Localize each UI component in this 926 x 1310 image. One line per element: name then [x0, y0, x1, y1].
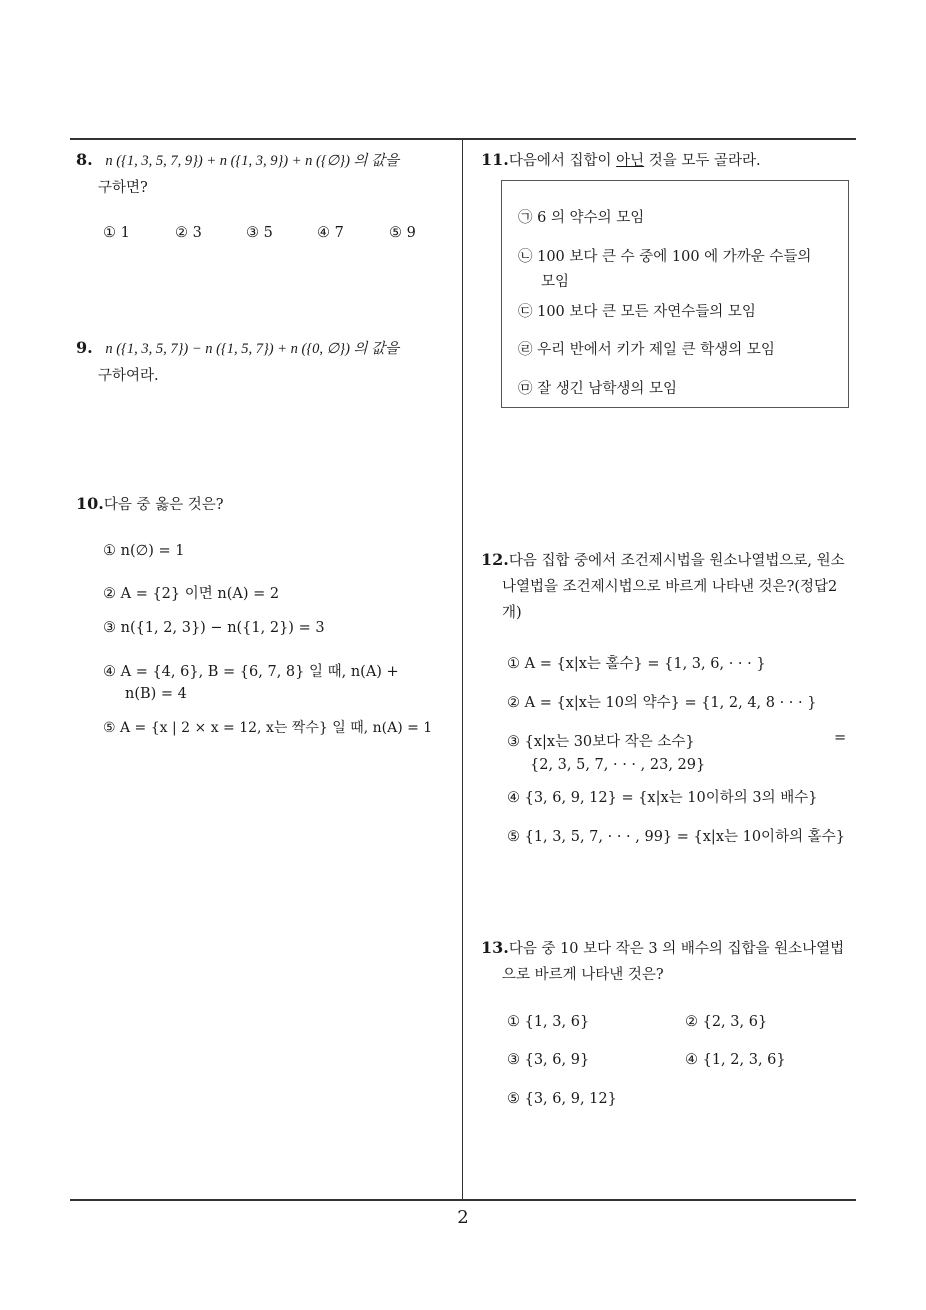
question-text: 구하면? [98, 180, 148, 196]
question-text: 다음 중 10 보다 작은 3 의 배수의 집합을 원소나열법 [508, 941, 845, 957]
choice-4-cont: n(B) = 4 [125, 686, 187, 702]
choice-1[interactable]: ① n(∅) = 1 [103, 543, 185, 559]
choice-1[interactable]: ① A = {x|x는 홀수} = {1, 3, 6, · · · } [507, 656, 766, 672]
choice-4[interactable]: ④ 7 [317, 225, 344, 241]
equals-sign: = [834, 730, 847, 746]
choice-5[interactable]: ⑤ {3, 6, 9, 12} [507, 1091, 617, 1107]
column-divider [462, 139, 463, 1201]
question-number: 8. [76, 150, 93, 169]
choice-1[interactable]: ① 1 [103, 225, 130, 241]
choice-2[interactable]: ② A = {2} 이면 n(A) = 2 [103, 586, 280, 602]
choice-5[interactable]: ⑤ {1, 3, 5, 7, · · · , 99} = {x|x는 10이하의 홀수} [507, 829, 845, 845]
page-number: 2 [457, 1207, 469, 1228]
question-text: 다음에서 집합이 [508, 153, 617, 169]
item-3: ㉢ 100 보다 큰 모든 자연수들의 모임 [518, 304, 756, 320]
choice-1[interactable]: ① {1, 3, 6} [507, 1014, 590, 1030]
question-text: n ({1, 3, 5, 7}) − n ({1, 5, 7}) + n ({0, ∅}) 의 값을 [105, 341, 400, 357]
question-number: 10. [76, 494, 104, 513]
question-text: 개) [502, 605, 522, 621]
question-text: 구하여라. [98, 368, 159, 384]
choice-3[interactable]: ③ {x|x는 30보다 작은 소수} [507, 734, 695, 750]
question-text: 나열법을 조건제시법으로 바르게 나타낸 것은?(정답2 [502, 579, 838, 595]
underlined-word: 아닌 [616, 153, 645, 169]
choice-5[interactable]: ⑤ 9 [389, 225, 416, 241]
question-number: 11. [481, 150, 509, 169]
item-5: ㉤ 잘 생긴 남학생의 모임 [518, 381, 677, 397]
choice-3-cont: {2, 3, 5, 7, · · · , 23, 29} [530, 757, 706, 773]
choice-4[interactable]: ④ A = {4, 6}, B = {6, 7, 8} 일 때, n(A) + [103, 664, 399, 680]
choice-5[interactable]: ⑤ A = {x | 2 × x = 12, x는 짝수} 일 때, n(A) = 1 [103, 720, 433, 736]
item-1: ㉠ 6 의 약수의 모임 [518, 210, 645, 226]
choice-3[interactable]: ③ {3, 6, 9} [507, 1052, 590, 1068]
item-2-cont: 모임 [541, 274, 570, 290]
item-2: ㉡ 100 보다 큰 수 중에 100 에 가까운 수들의 [518, 249, 812, 265]
question-number: 12. [481, 550, 509, 569]
question-text-end: 것을 모두 골라라. [644, 153, 761, 169]
question-text: 으로 바르게 나타낸 것은? [502, 967, 664, 983]
question-text: n ({1, 3, 5, 7, 9}) + n ({1, 3, 9}) + n ({∅}) 의 값을 [105, 153, 400, 169]
top-rule [70, 138, 856, 140]
question-number: 13. [481, 938, 509, 957]
choice-2[interactable]: ② 3 [175, 225, 202, 241]
question-number: 9. [76, 338, 93, 357]
choice-3[interactable]: ③ 5 [246, 225, 273, 241]
choice-4[interactable]: ④ {1, 2, 3, 6} [685, 1052, 786, 1068]
choice-4[interactable]: ④ {3, 6, 9, 12} = {x|x는 10이하의 3의 배수} [507, 790, 818, 806]
choice-2[interactable]: ② A = {x|x는 10의 약수} = {1, 2, 4, 8 · · · } [507, 695, 817, 711]
choice-2[interactable]: ② {2, 3, 6} [685, 1014, 768, 1030]
choice-3[interactable]: ③ n({1, 2, 3}) − n({1, 2}) = 3 [103, 620, 325, 636]
question-text: 다음 중 옳은 것은? [103, 497, 224, 513]
question-text: 다음 집합 중에서 조건제시법을 원소나열법으로, 원소 [508, 553, 845, 569]
bottom-rule [70, 1199, 856, 1201]
item-4: ㉣ 우리 반에서 키가 제일 큰 학생의 모임 [518, 342, 775, 358]
